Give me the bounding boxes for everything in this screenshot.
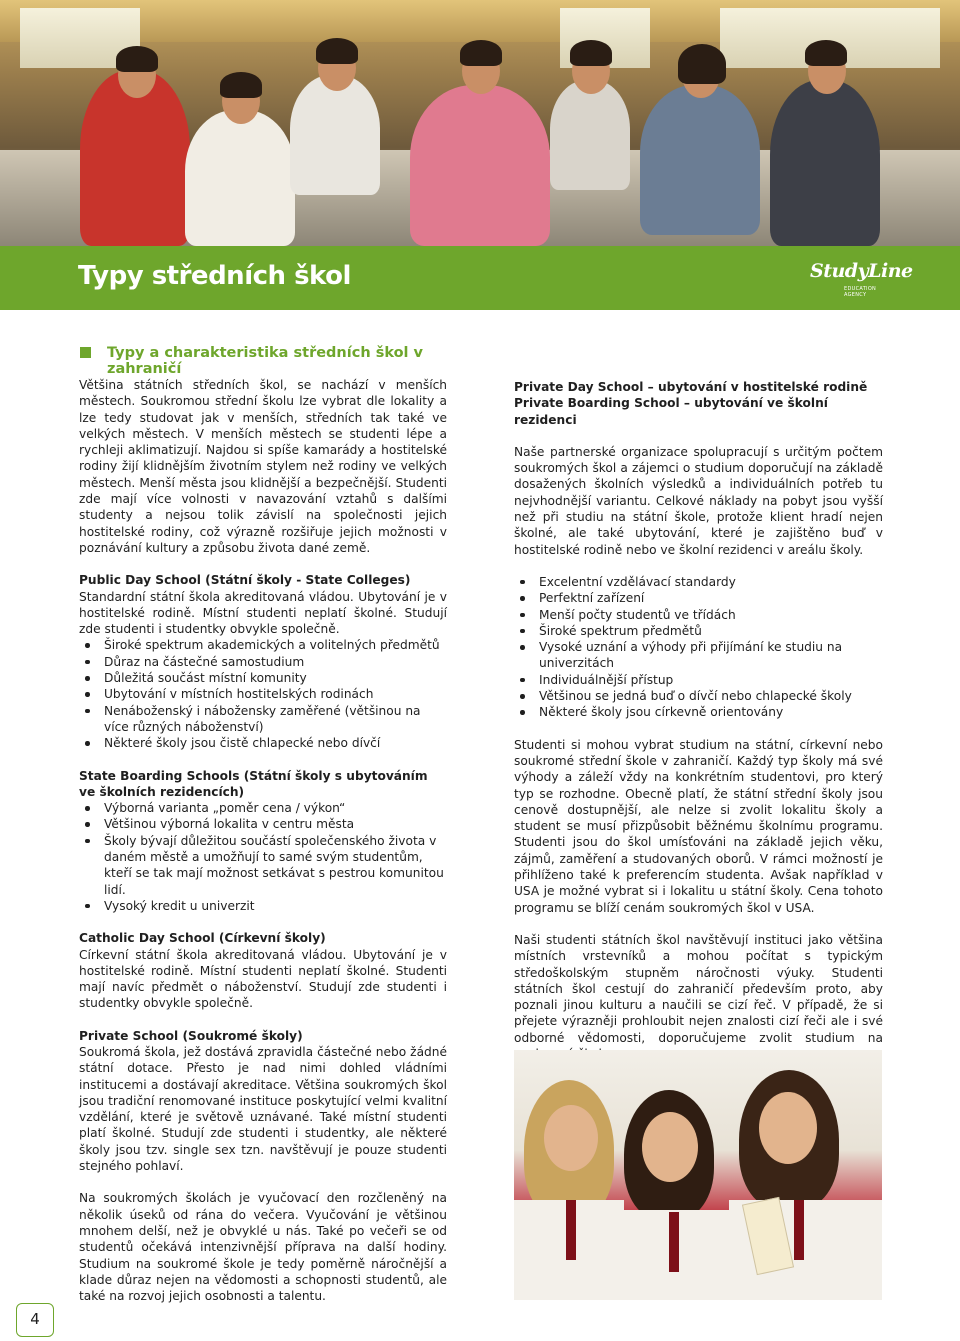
header-photo: [0, 0, 960, 246]
state-boarding-heading: State Boarding Schools (Státní školy s ubytováním ve školních rezidencích): [79, 768, 428, 799]
private-text: Soukromá škola, jež dostává zpravidla částečné nebo žádné státní dotace. Přesto je nad nimi dohled vládními institucemi a dostávají akreditace. Většina soukromých škol jsou tradiční renomované instituce poskytující velmi kvalitní vzdělání, které je světově uznávané. Také místní studenti platí školné. Studují zde studenti i studentky, ale některé školy jsou tzv. single sex tzn. navštěvují je pouze studenti stejného pohlaví.: [79, 1044, 447, 1174]
list-item: Ubytování v místních hostitelských rodinách: [104, 686, 447, 702]
public-day-text: Standardní státní škola akreditovaná vládou. Ubytování je v hostitelské rodině. Místní studenti neplatí školné. Studují zde studenti i studentky obvykle společně.: [79, 589, 447, 637]
list-item: Výborná varianta „poměr cena / výkon“: [104, 800, 447, 816]
list-item: Perfektní zařízení: [539, 590, 883, 606]
public-day-heading: Public Day School (Státní školy - State Colleges): [79, 573, 411, 588]
list-item: Vysoký kredit u univerzit: [104, 898, 447, 914]
students-photo: [514, 1050, 882, 1300]
students-paragraph: Naši studenti státních škol navštěvují instituci jako většina místních vrstevníků a mohou počítat s typickým středoškolským stupněm náročnosti výuky. Studenti státních škol cestují do zahraničí především proto, aby poznali jinou kulturu a naučili se cizí řeč. V případě, že si přejete výrazněji prohloubit nejen znalosti cizí řeči ale i své odborné vědomosti, doporučujeme zvolit studium na: [514, 932, 883, 1045]
list-item: Nenáboženský i nábožensky zaměřené (většinou na více různých náboženství): [104, 703, 447, 736]
list-item: Školy bývají důležitou součástí společenského života v daném městě a umožňují to samé svým studentům, kteří se tak mají možnost setkávat s pestrou komunitou lidí.: [104, 833, 447, 898]
list-item: Široké spektrum předmětů: [539, 623, 883, 639]
right-column: [514, 379, 883, 1078]
catholic-heading: Catholic Day School (Církevní školy): [79, 931, 326, 946]
choice-paragraph: Studenti si mohou vybrat studium na státní, církevní nebo soukromé střední škole v zahraničí. Každý typ školy má své výhody a záleží vždy na konkrétním studentovi, pro který typ se rozhodne. Obecně platí, že státní střední školy jsou cenově dostupnější, ale nelze si zvolit lokalitu školy a student se musí přizpůsobit běžnému školnímu programu. Studenti jsou do škol umísťováni na základě jejich věku, zájmů, zaměření a studovaných oborů. V rámci možností je přihlíženo také k preferencím studenta. Avšak například v USA je možné vybrat si i lokalitu u státní školy. Cena tohoto programu se blíží cenám soukromých škol v USA.: [514, 737, 883, 915]
list-item: Některé školy jsou církevně orientovány: [539, 704, 883, 720]
list-item: Většinou se jedná buď o dívčí nebo chlapecké školy: [539, 688, 883, 704]
section-heading: Typy a charakteristika středních škol v zahraničí: [79, 345, 447, 377]
list-item: Široké spektrum akademických a volitelných předmětů: [104, 637, 447, 653]
list-item: Individuálnější přístup: [539, 672, 883, 688]
private-boarding-line: Private Boarding School – ubytování ve školní rezidenci: [514, 396, 828, 427]
list-item: Většinou výborná lokalita v centru města: [104, 816, 447, 832]
left-column: [79, 345, 447, 1320]
closing-paragraph: Na soukromých školách je vyučovací den rozčleněný na několik úseků od rána do večera. Vyučování je většinou mnohem delší, než je obvyklé u nás. Také po večeři se od studentů očekává intenzivnější příprava na další hodiny. Studium na soukromé škole je tedy poměrně náročnější a klade důraz nejen na vědomosti a schopnosti studentů, ale také na rozvoj jejich osobnosti a talentu.: [79, 1191, 447, 1304]
public-day-list: [79, 637, 447, 751]
intro-paragraph: Většina státních středních škol, se nachází v menších městech. Soukromou střední školu lze vybrat dle lokality a lze tedy studovat jak v menších, středních tak také ve velkých městech. V menších městech se studenti lépe a rychleji aklimatizují. Najdou si spíše kamarády a hostitelské rodiny žijí klidnějším životním stylem než rodiny ve velkých městech. Menší města jsou klidnější a bezpečnější. Studenti zde mají více volnosti v navazování vztahů s dalšími studenty a nejsou tolik závislí na společnosti jejich hostitelské rodiny, což výrazně rozšiřuje jejich možnosti v poznávání kultury a způsobu života dané země.: [79, 378, 447, 555]
private-heading: Private School (Soukromé školy): [79, 1028, 303, 1043]
list-item: Vysoké uznání a výhody při přijímání ke studiu na univerzitách: [539, 639, 883, 672]
partners-paragraph: Naše partnerské organizace spolupracují s určitým počtem soukromých škol a zájemci o studium doporučují na základě dosažených školních výsledků a individuálních potřeb tu nejvhodnější variantu. Celkové náklady na pobyt jsou vyšší než při studiu na státní škole, protože klient hradí nejen školné, ale také ubytování, které je zajištěno buď v hostitelské rodině nebo ve školní rezidenci v areálu školy.: [514, 444, 883, 557]
studyline-logo: StudyLine EDUCATION AGENCY: [810, 260, 913, 298]
page-number: 4: [16, 1303, 54, 1337]
list-item: Excelentní vzdělávací standardy: [539, 574, 883, 590]
list-item: Důležitá součást místní komunity: [104, 670, 447, 686]
square-bullet-icon: [80, 347, 91, 358]
list-item: Důraz na částečné samostudium: [104, 654, 447, 670]
list-item: Menší počty studentů ve třídách: [539, 607, 883, 623]
private-day-line: Private Day School – ubytování v hostitelské rodině: [514, 380, 868, 394]
state-boarding-list: [79, 800, 447, 914]
page-title: Typy středních škol: [78, 261, 351, 291]
catholic-text: Církevní státní škola akreditovaná vládou. Ubytování je v hostitelské rodině. Místní studenti neplatí školné. Studenti mají navíc předmět o náboženství. Studují zde studenti i studentky obvykle společně.: [79, 947, 447, 1011]
private-benefits-list: [514, 574, 883, 721]
list-item: Některé školy jsou čistě chlapecké nebo dívčí: [104, 735, 447, 751]
title-banner: [0, 246, 960, 310]
